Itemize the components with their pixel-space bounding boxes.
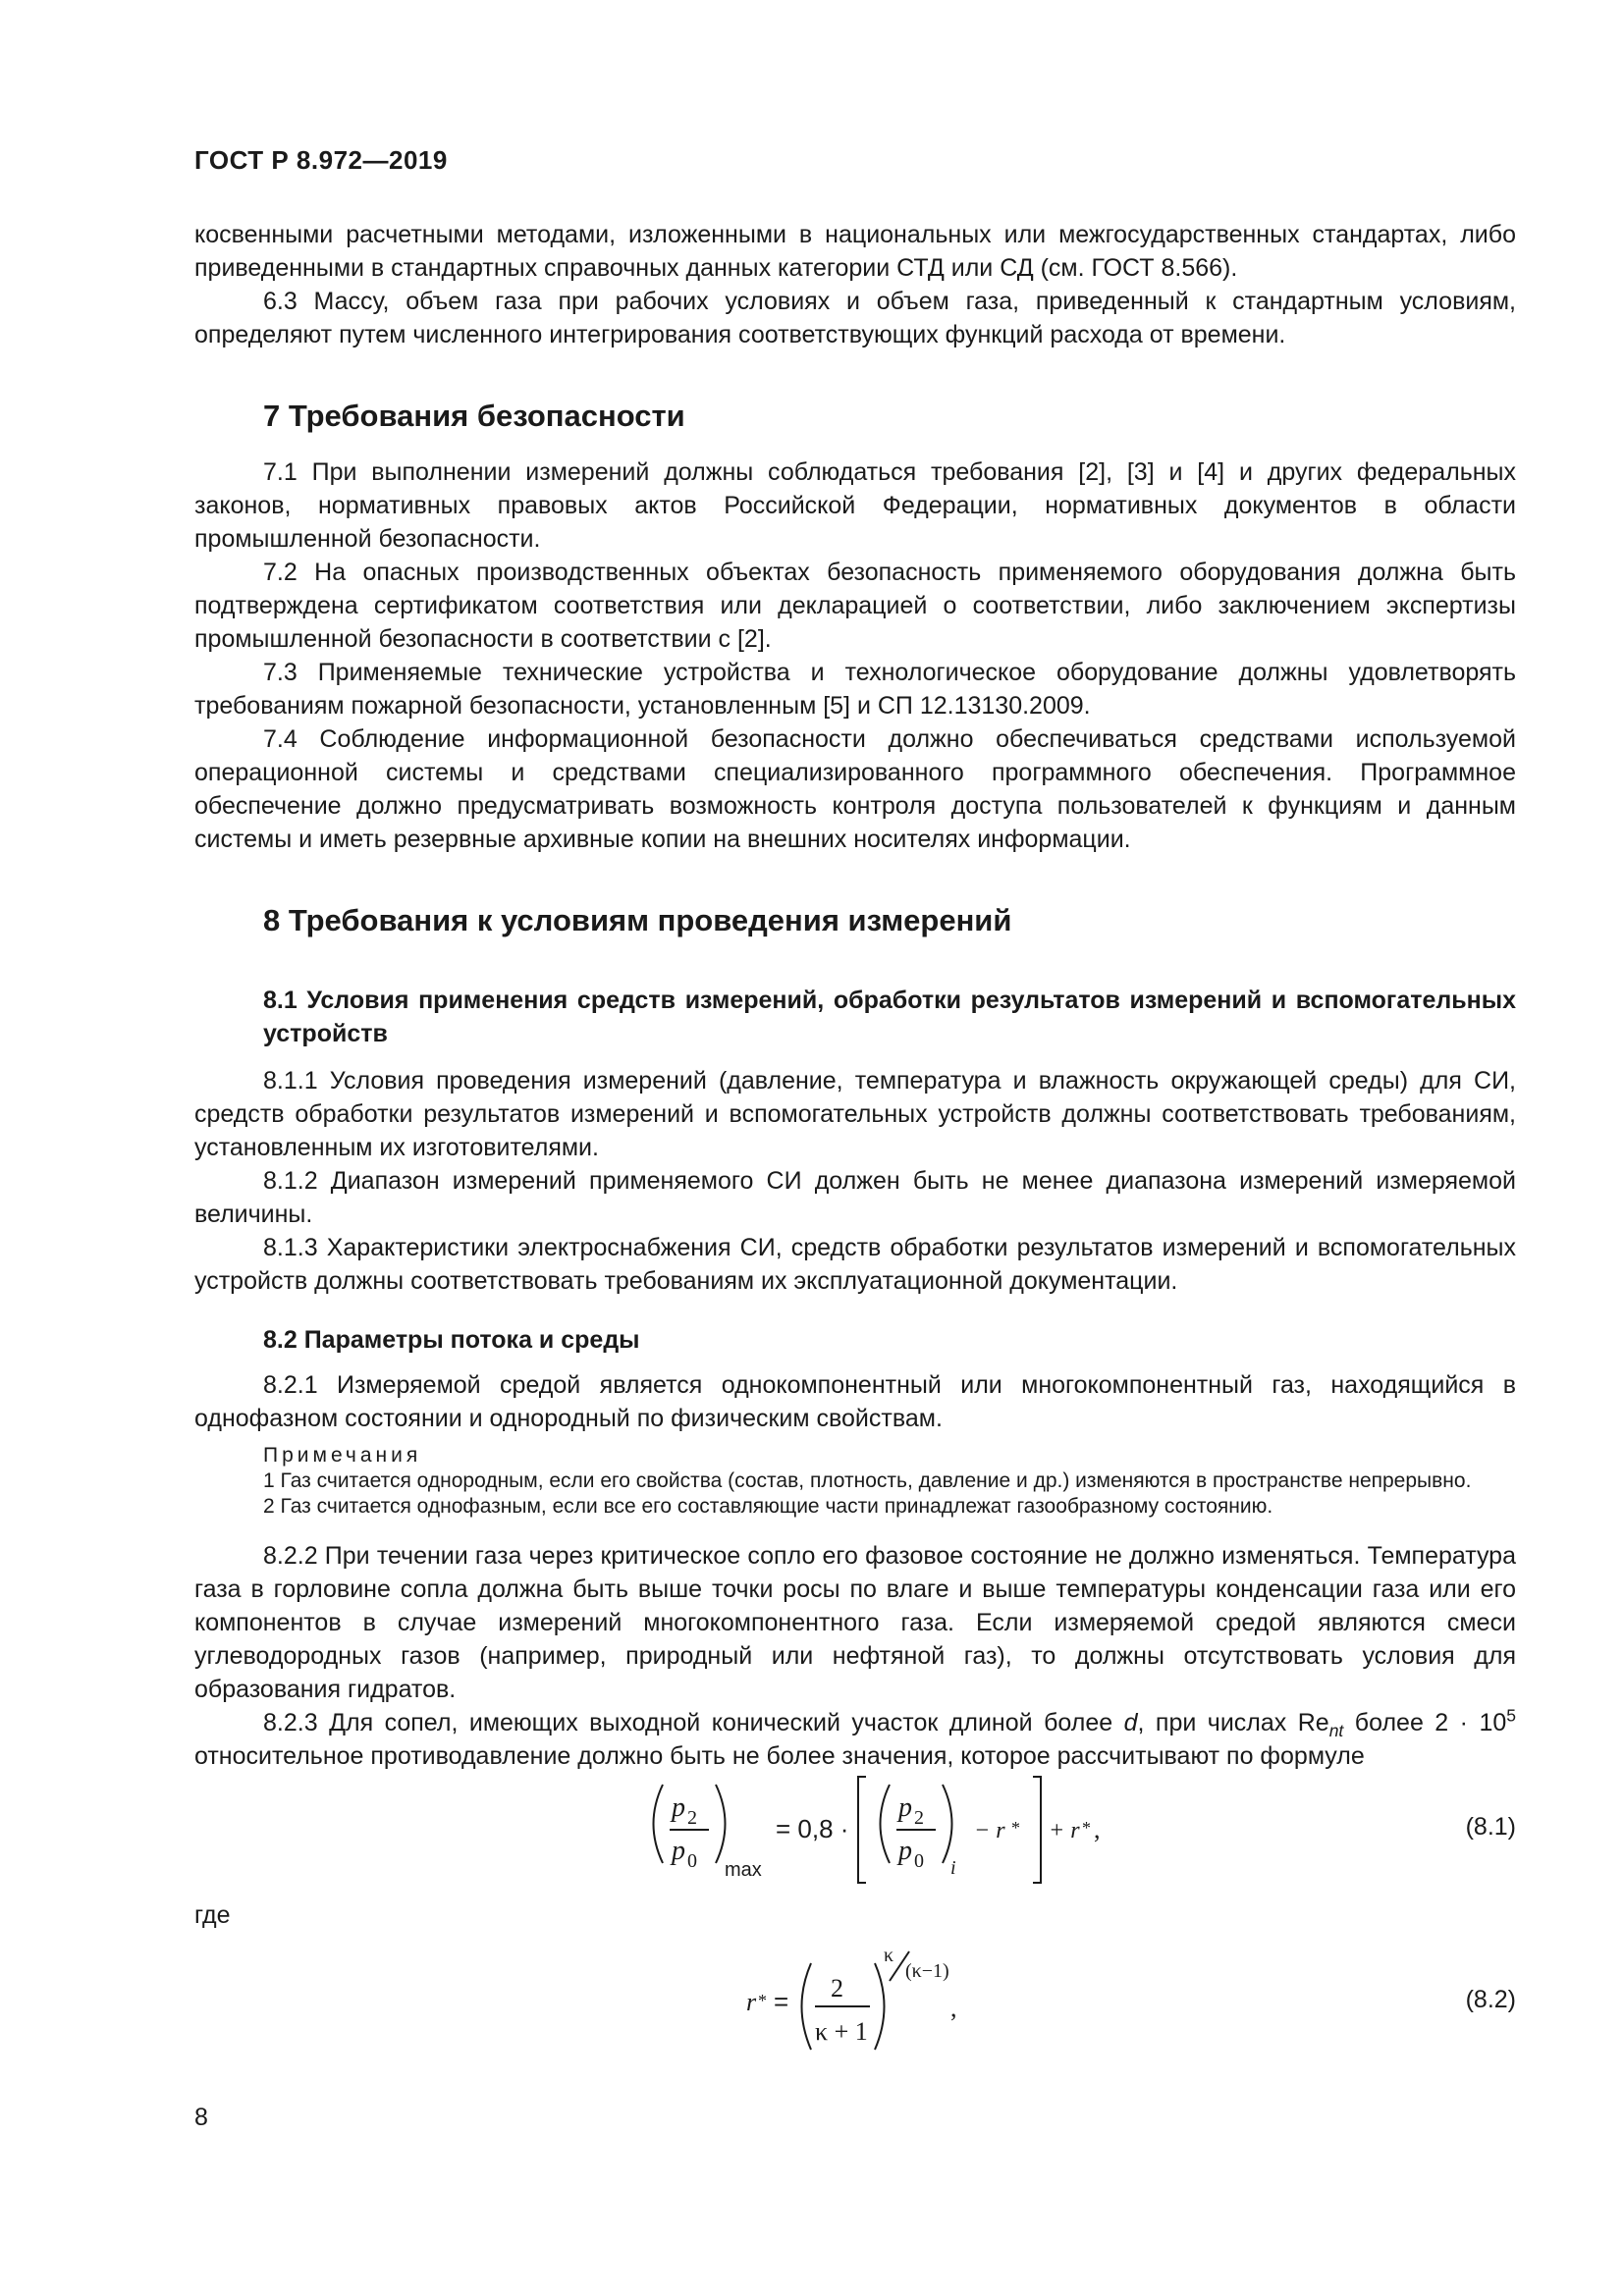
formula-8-2-graphic [194,1942,1516,2057]
f1-inner-p0: p [898,1836,912,1866]
f2-equals: = [774,1987,789,2016]
paragraph-8-1-2: 8.1.2 Диапазон измерений применяемого СИ должен быть не менее диапазона измерений измеряемой величины. [194,1167,1516,1228]
note-1: 1 Газ считается однородным, если его свойства (состав, плотность, давление и др.) изменяются в пространстве непрерывно. [263,1469,1472,1492]
paragraph-8-1-1: 8.1.1 Условия проведения измерений (давление, температура и влажность окружающей среды) для СИ, средств обработки результатов измерений и вспомогательных устройств должны соответствовать требованиям, установленным их изготовителями. [194,1067,1516,1161]
paragraph-continuation: косвенными расчетными методами, изложенными в национальных или межгосударственных стандартах, либо приведенными в стандартных справочных данных категории СТД или СД (см. ГОСТ 8.566). [194,221,1516,282]
f1-i: i [950,1857,956,1879]
f2-exp-numerator: κ [884,1945,894,1966]
f1-inner-p2: p [898,1792,912,1823]
notes-block [194,1443,1516,1520]
paragraph-8-1-3: 8.1.3 Характеристики электроснабжения СИ, средств обработки результатов измерений и вспомогательных устройств должны соответствовать требованиям их эксплуатационной документации. [194,1234,1516,1295]
f1-inner-sub0: 0 [914,1850,924,1872]
page-number: 8 [194,2104,208,2131]
f1-sub0: 0 [687,1850,697,1872]
f1-minus-r: − r [974,1818,1005,1843]
document-header: ГОСТ Р 8.972—2019 [194,145,448,175]
f1-star-2: * [1082,1818,1091,1838]
f2-exp-denominator: (κ−1) [905,1960,949,1982]
formula-8-2-number: (8.2) [1465,1986,1516,2013]
notes-title: Примечания [263,1444,422,1467]
heading-section-8: 8 Требования к условиям проведения измерений [263,903,1012,937]
paragraph-7-1: 7.1 При выполнении измерений должны соблюдаться требования [2], [3] и [4] и других федеральных законов, нормативных правовых актов Российской Федерации, нормативных документов в области промышленной безопасности. [194,458,1516,553]
f2-r: r [746,1988,757,2016]
f1-sub2: 2 [687,1807,697,1829]
paragraph-6-3: 6.3 Массу, объем газа при рабочих условиях и объем газа, приведенный к стандартным условиям, определяют путем численного интегрирования соответствующих функций расхода от времени. [194,288,1516,348]
paragraph-8-2-3: 8.2.3 Для сопел, имеющих выходной конический участок длиной более d, при числах $Re_{nt}$ более $2 \cdot 10^5$ относительное противодавление должно быть не более значения, которое рассчитывают по формуле [194,1705,1517,1770]
paragraph-7-3: 7.3 Применяемые технические устройства и технологическое оборудование должны удовлетворять требованиям пожарной безопасности, установленным [5] и СП 12.13130.2009. [194,659,1516,720]
f2-star: * [758,1991,767,2010]
note-2: 2 Газ считается однофазным, если все его составляющие части принадлежат газообразному состоянию. [263,1495,1273,1518]
formula-8-1-number: (8.1) [1465,1813,1516,1841]
heading-subsection-8-2: 8.2 Параметры потока и среды [263,1326,640,1354]
f2-numerator: 2 [831,1974,843,2002]
f1-max: max [725,1859,762,1881]
formula-8-1-graphic [194,1773,1516,1889]
paragraph-8-2-2: 8.2.2 При течении газа через критическое сопло его фазовое состояние не должно изменяться. Температура газа в горловине сопла должна быть выше точки росы по влаге и выше температуры конденсации газа или его компонентов в случае измерений многокомпонентного газа. Если измеряемой средой являются смеси углеводородных газов (например, природный или нефтяной газ), то должны отсутствовать условия для образования гидратов. [194,1542,1516,1703]
f1-inner-sub2: 2 [914,1807,924,1829]
f1-p2: p [672,1792,685,1823]
formula-8-1 [194,1773,1516,1889]
paragraph-8-2-1: 8.2.1 Измеряемой средой является однокомпонентный или многокомпонентный газ, находящийся в однофазном состоянии и однородный по физическим свойствам. [194,1371,1516,1432]
heading-subsection-8-1: 8.1 Условия применения средств измерений, обработки результатов измерений и вспомогательных устройств [263,987,1516,1047]
document-body [194,218,1516,2057]
formula-8-2 [194,1942,1516,2057]
where-label: где [194,1901,231,1929]
f1-equals: = 0,8 · [776,1814,849,1843]
f2-comma: , [950,1994,957,2022]
heading-section-7: 7 Требования безопасности [263,399,685,433]
paragraph-7-4: 7.4 Соблюдение информационной безопасности должно обеспечиваться средствами используемой операционной системы и средствами специализированного программного обеспечения. Программное обеспечение должно предусматривать возможность контроля доступа пользователей к функциям и данным системы и иметь резервные архивные копии на внешних носителях информации. [194,725,1516,853]
f1-plus-r: + r [1049,1818,1080,1843]
f2-denominator: κ + 1 [815,2017,868,2046]
f1-comma: , [1094,1815,1101,1843]
f1-star-1: * [1011,1818,1020,1838]
f1-p0: p [672,1836,685,1866]
paragraph-7-2: 7.2 На опасных производственных объектах безопасность применяемого оборудования должна быть подтверждена сертификатом соответствия или декларацией о соответствии, либо заключением экспертизы промышленной безопасности в соответствии с [2]. [194,559,1516,653]
